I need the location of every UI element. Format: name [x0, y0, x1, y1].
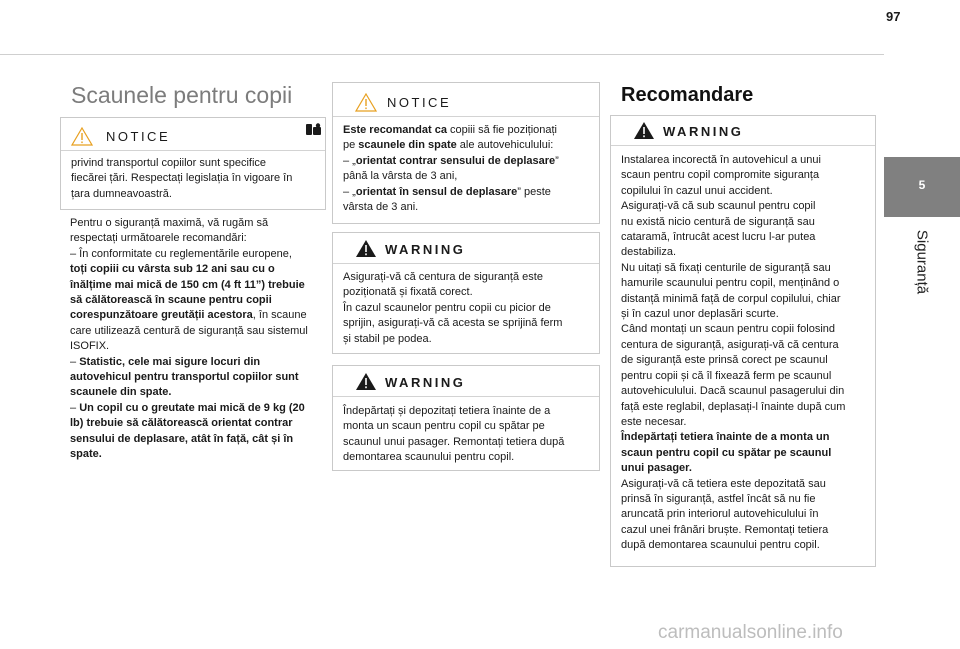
- notice-separator: [61, 150, 325, 151]
- page-number: 97: [886, 9, 901, 24]
- warning-body: Instalarea incorectă în autovehicul a unui scaun pentru copil compromite siguranța copilului în cazul unui accident. Asigurați-vă că sub scaunul pentru copil nu există nicio centură de siguranță sau cataramă, întrucât acest lucru l-ar putea destabiliza. Nu uitați să fixați centurile de siguranță sau hamurile scaunului pentru copil, menținând o distanță minimă față de corpul copilului, chiar și în cazul unor deplasări scurte. Când montați un scaun pentru copii folosind centura de siguranță, asigurați-vă că centura de siguranță este prinsă corect pe scaunul pentru copii și că îl fixează ferm pe scaunul autovehiculului. Dacă scaunul pasagerului din față este reglabil, deplasați-l înainte după cum este necesar. Îndepărtați tetiera înainte de a monta un scaun pentru copil cu spătar pe scaunul unui pasager. Asigurați-vă că tetiera este depozitată sau prinsă în siguranță, astfel încât să nu fie aruncată prin interiorul autovehiculului în cazul unei frânări bruște. Remontați tetiera după demontarea scaunului pentru copil.: [621, 154, 846, 552]
- notice-box-1: [60, 117, 326, 210]
- body-text-col1: Pentru o siguranță maximă, vă rugăm să respectați următoarele recomandări: – În conformitate cu reglementările europene, toți copiii cu vârsta sub 12 ani sau cu o înălțime mai mică de 150 cm (4 ft 11”) trebuie să călătorească în scaune pentru copii corespunzătoare greutății acestora, în scaune care utilizează centură de siguranță sau sistemul ISOFIX. – Statistic, cele mai sigure locuri din autovehicul pentru transportul copiilor sunt scaunele din spate. – Un copil cu o greutate mai mică de 9 kg (20 lb) trebuie să călătorească orientat contrar sensului de deplasare, atât în față, cât și în spate.: [70, 217, 308, 461]
- warning-separator: [333, 263, 599, 264]
- notice-label: NOTICE: [106, 129, 171, 144]
- warning-box-1: [332, 232, 600, 354]
- warning-triangle-icon: [633, 121, 655, 140]
- header-rule: [0, 54, 884, 55]
- notice-body: Este recomandat ca copiii să fie poziționați pe scaunele din spate ale autovehiculului: – „orientat contrar sensului de deplasare” până la vârsta de 3 ani, – „orientat în sensul de deplasare” peste vârsta de 3 ani.: [343, 124, 559, 214]
- warning-box-2: [332, 365, 600, 471]
- car-seat-icon: [305, 122, 323, 138]
- chapter-tab[interactable]: [884, 157, 960, 217]
- notice-triangle-icon: [355, 93, 377, 112]
- notice-separator: [333, 116, 599, 117]
- notice-label: NOTICE: [387, 95, 452, 110]
- warning-triangle-icon: [355, 372, 377, 391]
- warning-separator: [333, 396, 599, 397]
- notice-triangle-icon: [71, 127, 93, 146]
- chapter-number: 5: [918, 178, 926, 192]
- warning-label: WARNING: [663, 124, 744, 139]
- watermark: carmanualsonline.info: [658, 622, 843, 643]
- section-heading: Recomandare: [621, 84, 754, 106]
- warning-separator: [611, 145, 875, 146]
- warning-label: WARNING: [385, 242, 466, 257]
- notice-body: privind transportul copiilor sunt specifice fiecărei țări. Respectați legislația în vigoare în țara dumneavoastră.: [71, 157, 293, 200]
- warning-triangle-icon: [355, 239, 377, 258]
- warning-box-3: [610, 115, 876, 567]
- warning-body: Asigurați-vă că centura de siguranță este poziționată și fixată corect. În cazul scaunelor pentru copii cu picior de sprijin, asigurați-vă că acesta se sprijină ferm și stabil pe podea.: [343, 271, 563, 345]
- warning-label: WARNING: [385, 375, 466, 390]
- warning-body: Îndepărtați și depozitați tetiera înainte de a monta un scaun pentru copil cu spătar pe scaunul unui pasager. Remontați tetiera după demontarea scaunului pentru copil.: [343, 405, 565, 464]
- section-title: Scaunele pentru copii: [71, 82, 293, 108]
- chapter-label: Siguranță: [913, 229, 931, 295]
- notice-box-2: [332, 82, 600, 224]
